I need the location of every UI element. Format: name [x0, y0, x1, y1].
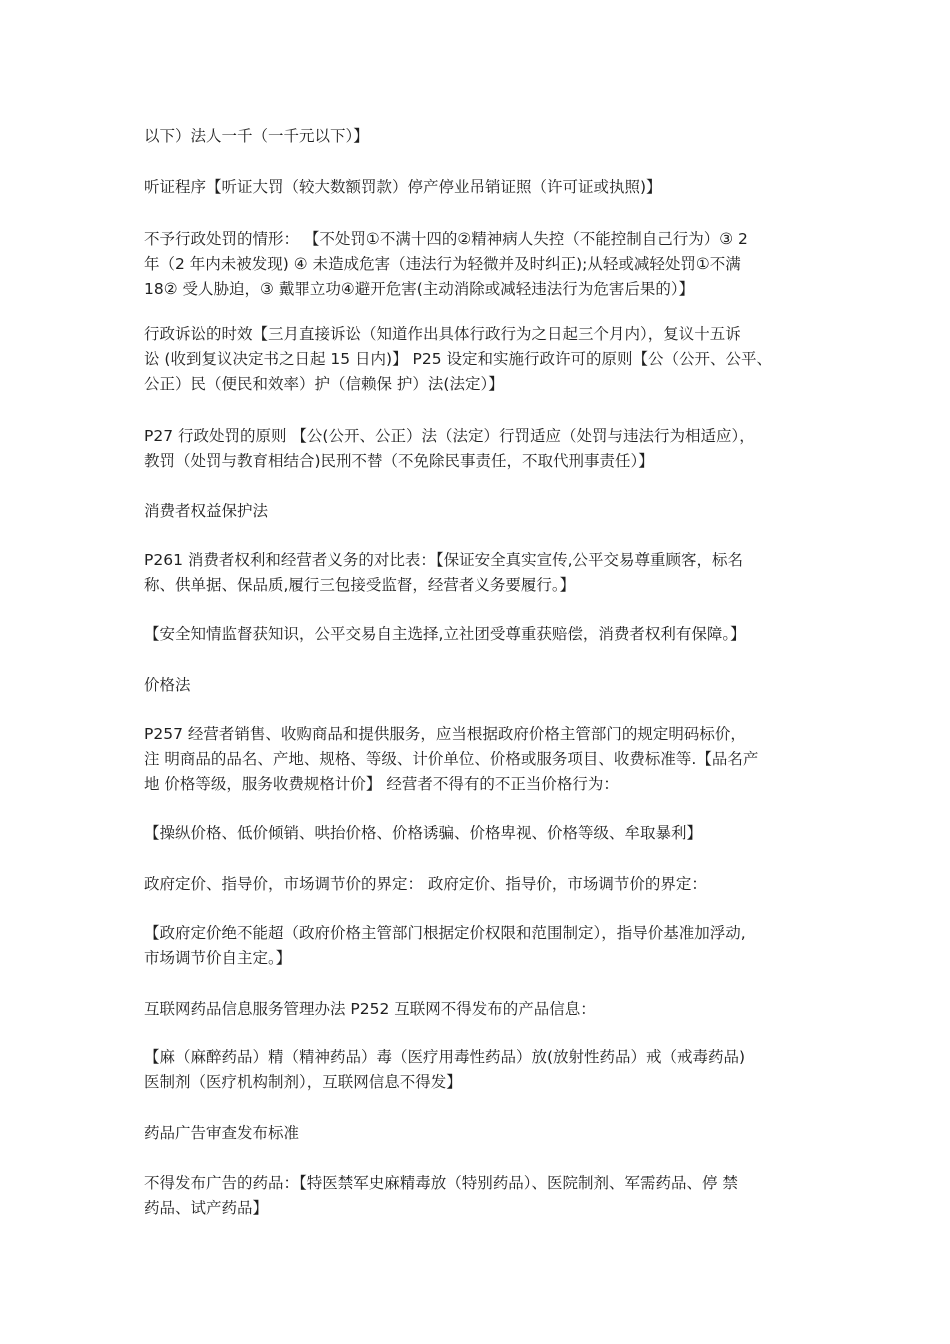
text-line: 不得发布广告的药品：【特医禁军史麻精毒放（特别药品）、医院制剂、军需药品、停 禁 — [144, 1174, 738, 1192]
text-line: 行政诉讼的时效【三月直接诉讼（知道作出具体行政行为之日起三个月内），复议十五诉 — [144, 325, 741, 343]
text-line: 【政府定价绝不能超（政府价格主管部门根据定价权限和范围制定），指导价基准加浮动, — [144, 924, 746, 942]
paragraph-litigation-time-limit — [144, 322, 814, 397]
text-line: 称、供单据、保品质,履行三包接受监督，经营者义务要履行。】 — [144, 576, 576, 594]
text-line: 【安全知情监督获知识，公平交易自主选择,立社团受尊重获赔偿，消费者权利有保障。】 — [144, 625, 746, 643]
paragraph-internet-banned-products — [144, 1045, 814, 1095]
text-line: 市场调节价自主定。】 — [144, 949, 292, 967]
text-line: P261 消费者权利和经营者义务的对比表：【保证安全真实宣传,公平交易尊重顾客，标名 — [144, 551, 744, 569]
paragraph-price-definition — [144, 872, 814, 897]
paragraph-price-marking — [144, 722, 814, 797]
text-line: 地 价格等级，服务收费规格计价】 经营者不得有的不正当价格行为： — [144, 775, 619, 793]
text-line: 【操纵价格、低价倾销、哄抬价格、价格诱骗、价格卑视、价格等级、牟取暴利】 — [144, 824, 703, 842]
text-line: 讼 (收到复议决定书之日起 15 日内)】 P25 设定和实施行政许可的原则【公（公开、公平、 — [144, 350, 773, 368]
paragraph-penalty-fine-note — [144, 124, 814, 149]
paragraph-hearing-procedure — [144, 175, 814, 200]
text-line: 教罚（处罚与教育相结合)民刑不替（不免除民事责任，不取代刑事责任）】 — [144, 452, 654, 470]
text-line: 【麻（麻醉药品）精（精神药品）毒（医疗用毒性药品）放(放射性药品）戒（戒毒药品) — [144, 1048, 746, 1066]
text-line: 药品、试产药品】 — [144, 1199, 269, 1217]
section-heading-consumer-law — [144, 499, 814, 524]
text-line: 注 明商品的品名、产地、规格、等级、计价单位、价格或服务项目、收费标准等.【品名产 — [144, 750, 759, 768]
section-heading-price-law — [144, 673, 814, 698]
paragraph-consumer-rights-table — [144, 548, 814, 598]
text-line: 不予行政处罚的情形： 【不处罚①不满十四的②精神病人失控（不能控制自己行为）③ 2 — [144, 230, 748, 248]
paragraph-consumer-rights-mnemonic — [144, 622, 814, 647]
text-line: P257 经营者销售、收购商品和提供服务，应当根据政府价格主管部门的规定明码标价， — [144, 725, 746, 743]
text-line: 互联网药品信息服务管理办法 P252 互联网不得发布的产品信息： — [144, 1000, 596, 1018]
paragraph-banned-advertising-drugs — [144, 1171, 814, 1221]
text-line: 消费者权益保护法 — [144, 502, 269, 520]
text-line: 年（2 年内未被发现) ④ 未造成危害（违法行为轻微并及时纠正);从轻或减轻处罚①不满 — [144, 255, 741, 273]
paragraph-improper-pricing — [144, 821, 814, 846]
text-line: P27 行政处罚的原则 【公(公开、公正）法（法定）行罚适应（处罚与违法行为相适应）， — [144, 427, 755, 445]
text-line: 政府定价、指导价，市场调节价的界定： 政府定价、指导价，市场调节价的界定： — [144, 875, 707, 893]
paragraph-internet-drug-info — [144, 997, 814, 1022]
text-line: 药品广告审查发布标准 — [144, 1124, 300, 1142]
text-line: 以下）法人一千（一千元以下）】 — [144, 127, 369, 145]
paragraph-price-definition-mnemonic — [144, 921, 814, 971]
paragraph-no-penalty-cases — [144, 227, 814, 302]
section-heading-drug-advertising — [144, 1121, 814, 1146]
text-line: 医制剂（医疗机构制剂），互联网信息不得发】 — [144, 1073, 462, 1091]
paragraph-penalty-principles — [144, 424, 814, 474]
text-line: 18② 受人胁迫，③ 戴罪立功④避开危害(主动消除或减轻违法行为危害后果的）】 — [144, 280, 695, 298]
text-line: 听证程序【听证大罚（较大数额罚款）停产停业吊销证照（许可证或执照)】 — [144, 178, 662, 196]
text-line: 公正）民（便民和效率）护（信赖保 护）法(法定）】 — [144, 375, 504, 393]
text-line: 价格法 — [144, 676, 191, 694]
